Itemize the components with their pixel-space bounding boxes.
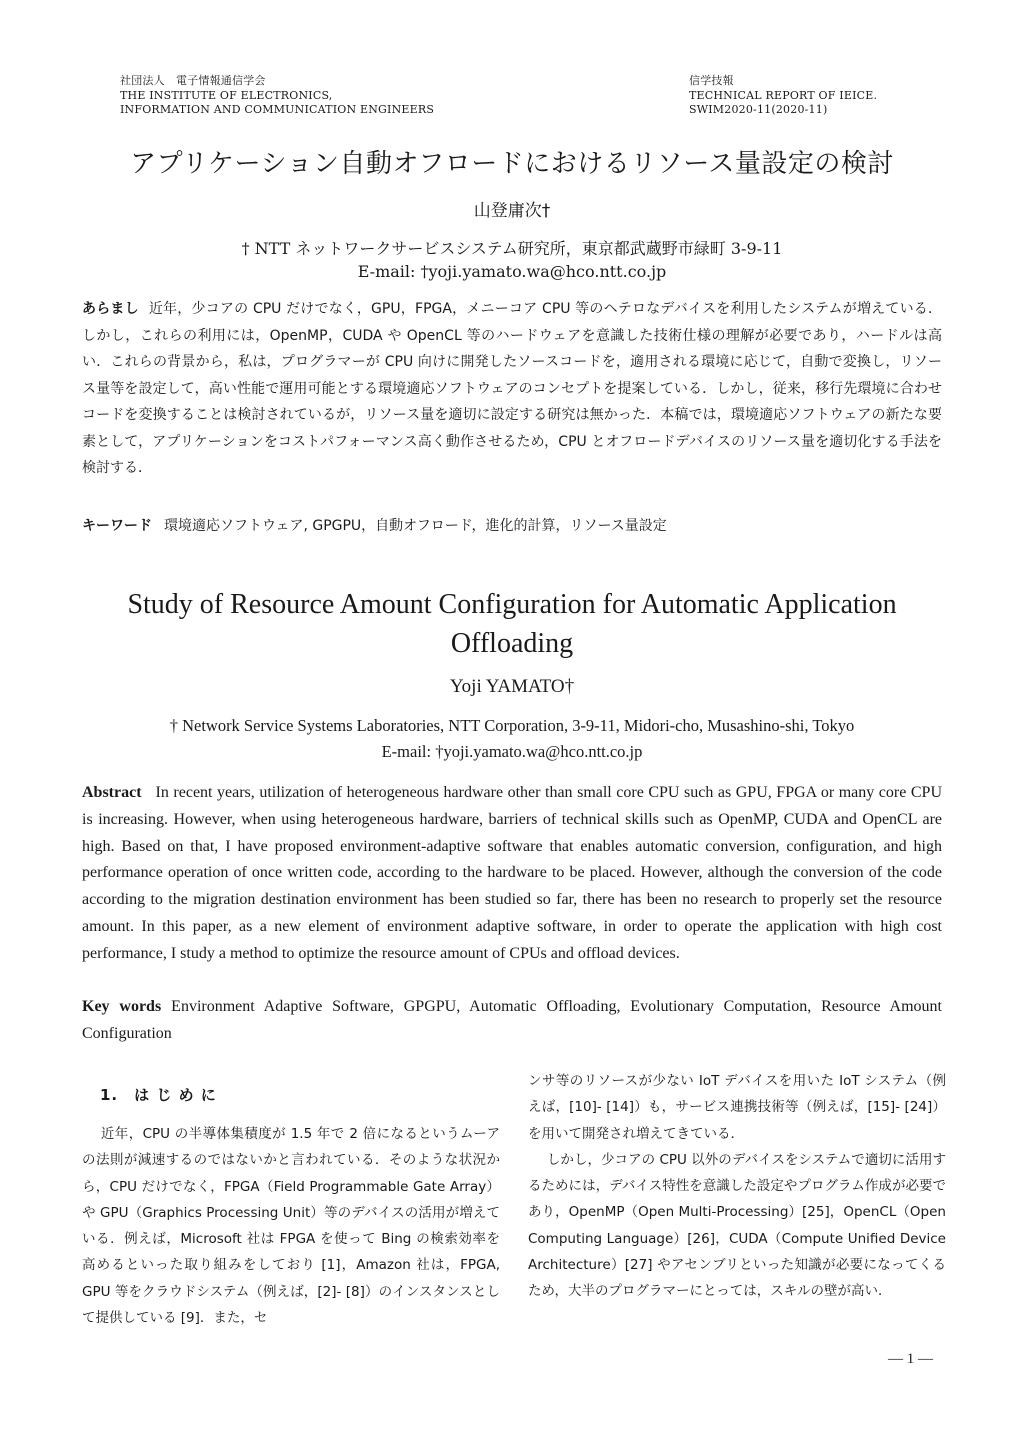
english-email: E-mail: †yoji.yamato.wa@hco.ntt.co.jp [381,742,643,761]
japanese-keywords-label: キーワード [82,518,152,534]
report-name-en: TECHNICAL REPORT OF IEICE. [689,88,878,102]
report-id: SWIM2020-11(2020-11) [689,103,828,116]
english-abstract [82,780,942,968]
society-name-en-1: THE INSTITUTE OF ELECTRONICS, [120,88,333,102]
society-name-jp: 社団法人 電子情報通信学会 [120,74,266,87]
english-abstract-label: Abstract [82,784,142,801]
body-column-left [82,1121,500,1331]
japanese-keywords-text: 環境適応ソフトウェア, GPGPU，自動オフロード，進化的計算，リソース量設定 [164,518,667,534]
body-paragraph: 近年，CPU の半導体集積度が 1.5 年で 2 倍になるというムーアの法則が減速するのではないかと言われている．そのような状況から，CPU だけでなく，FPGA（Field Programmable Gate Array）や GPU（Graphics Processing Unit）等のデバイスの活用が増えている．例えば，Microsoft 社は FPGA を使って Bing の検索効率を高めるといった取り組みをしており [1]，Amazon 社は，FPGA, GPU 等をクラウドシステム（例えば，[2]- [8]）のインスタンスとして提供している [9]．また，セ [82,1126,500,1327]
body-column-right [528,1068,946,1305]
report-header [689,74,877,118]
english-keywords [82,994,942,1048]
report-name-jp: 信学技報 [689,74,734,87]
english-abstract-text: In recent years, utilization of heterogeneous hardware other than small core CPU such as GPU, FPGA or many core CPU is increasing. However, when using heterogeneous hardware, barriers of technical skills such as OpenMP, CUDA and OpenCL are high. Based on that, I have proposed environment-adaptive software that enables automatic conversion, configuration, and high performance operation of once written code, according to the hardware to be placed. However, although the conversion of the code according to the migration destination environment has been studied so far, there has been no research to properly set the resource amount. In this paper, as a new element of environment adaptive software, in order to operate the application with high cost performance, I study a method to optimize the resource amount of CPUs and offload devices. [82,784,942,962]
japanese-abstract [82,296,942,482]
society-header [120,74,434,118]
japanese-abstract-label: あらまし [82,301,139,317]
japanese-keywords [82,513,942,539]
english-affiliation: † Network Service Systems Laboratories, NTT Corporation, 3-9-11, Midori-cho, Musashino-shi, Tokyo [169,716,855,735]
english-author: Yoji YAMATO† [449,676,575,697]
japanese-title: アプリケーション自動オフロードにおけるリソース量設定の検討 [130,149,894,179]
english-keywords-text: Environment Adaptive Software, GPGPU, Automatic Offloading, Evolutionary Computation, Resource Amount Configuration [82,998,943,1042]
japanese-affiliation: † NTT ネットワークサービスシステム研究所，東京都武蔵野市緑町 3-9-11 [241,239,783,258]
section-number: 1. [100,1086,119,1104]
body-paragraph: しかし，少コアの CPU 以外のデバイスをシステムで適切に活用するためには，デバイス特性を意識した設定やプログラム作成が必要であり，OpenMP（Open Multi-Processing）[25]，OpenCL（Open Computing Language）[26]，CUDA（Compute Unified Device Architecture）[27] やアセンブリといった知識が必要になってくるため，大半のプログラマーにとっては，スキルの壁が高い． [528,1151,946,1300]
page-number: — 1 — [888,1351,933,1367]
body-paragraph-continued: ンサ等のリソースが少ない IoT デバイスを用いた IoT システム（例えば，[10]- [14]）も，サービス連携技術等（例えば，[15]- [24]）を用いて開発され増えてきている． [528,1073,946,1142]
japanese-abstract-text: 近年，少コアの CPU だけでなく，GPU，FPGA，メニーコア CPU 等のヘテロなデバイスを利用したシステムが増えている．しかし，これらの利用には，OpenMP，CUDA や OpenCL 等のハードウェアを意識した技術仕様の理解が必要であり，ハードルは高い．これらの背景から，私は，プログラマーが CPU 向けに開発したソースコードを，適用される環境に応じて，自動で変換し，リソース量等を設定して，高い性能で運用可能とする環境適応ソフトウェアのコンセプトを提案している．しかし，従来，移行先環境に合わせコードを変換することは検討されているが，リソース量を適切に設定する研究は無かった．本稿では，環境適応ソフトウェアの新たな要素として，アプリケーションをコストパフォーマンス高く動作させるため，CPU とオフロードデバイスのリソース量を適切化する手法を検討する． [82,301,943,476]
japanese-author: 山登庸次† [473,201,551,221]
japanese-email: E-mail: †yoji.yamato.wa@hco.ntt.co.jp [357,262,667,281]
english-keywords-label: Key words [82,998,162,1015]
section-heading [100,1084,217,1105]
society-name-en-2: INFORMATION AND COMMUNICATION ENGINEERS [120,103,435,116]
english-title: Study of Resource Amount Configuration for Automatic Application Offloading [127,589,897,659]
section-title: は じ め に [134,1086,217,1104]
